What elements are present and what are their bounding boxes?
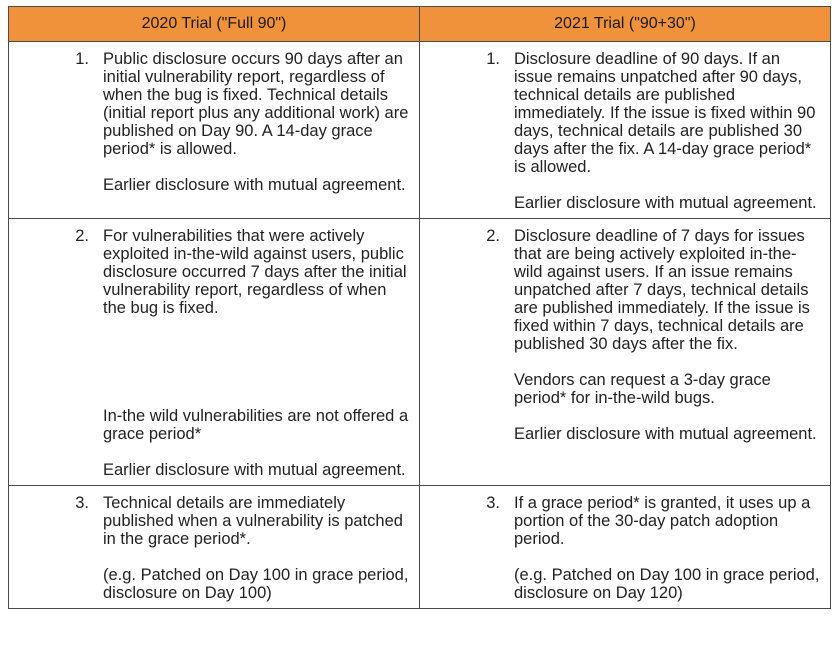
item-note: Earlier disclosure with mutual agreement. xyxy=(514,425,817,443)
list-item xyxy=(420,50,822,176)
item-text: Technical details are immediately published when a vulnerability is patched in the grace period*. xyxy=(103,494,403,548)
item-note: Vendors can request a 3-day grace period* for in-the-wild bugs. xyxy=(514,371,771,407)
item-number: 1. xyxy=(75,50,89,68)
item-note: In-the wild vulnerabilities are not offered a grace period* xyxy=(103,407,409,443)
item-number: 1. xyxy=(486,50,500,68)
list-item xyxy=(420,227,822,353)
cell-2021-row-3 xyxy=(420,486,831,609)
item-number: 2. xyxy=(75,227,89,245)
item-text: Public disclosure occurs 90 days after an initial vulnerability report, regardless of when the bug is fixed. Technical details (initial report plus any additional work) are published on Day 90. A 14-day grace period* is allowed. xyxy=(103,50,409,158)
item-text: For vulnerabilities that were actively exploited in-the-wild against users, public disclosure occurred 7 days after the initial vulnerability report, regardless of when the bug is fixed. xyxy=(103,227,407,317)
cell-2021-row-2 xyxy=(420,219,831,486)
comparison-table xyxy=(8,6,831,609)
table-row xyxy=(9,219,831,486)
item-text: Disclosure deadline of 7 days for issues that are being actively exploited in-the-wild against users. If an issue remains unpatched after 7 days, technical details are published immediately. If the issue is fixed within 7 days, technical details are published 30 days after the fix. xyxy=(514,227,810,353)
list-item xyxy=(9,227,411,317)
list-item xyxy=(9,494,411,548)
item-note: Earlier disclosure with mutual agreement. xyxy=(103,176,406,194)
header-2020-trial: 2020 Trial ("Full 90") xyxy=(9,7,420,42)
item-number: 3. xyxy=(75,494,89,512)
item-note: (e.g. Patched on Day 100 in grace period, disclosure on Day 100) xyxy=(103,566,409,602)
table-row xyxy=(9,486,831,609)
header-row xyxy=(9,7,831,42)
item-note: Earlier disclosure with mutual agreement. xyxy=(514,194,817,212)
item-number: 2. xyxy=(486,227,500,245)
cell-2020-row-2 xyxy=(9,219,420,486)
cell-2021-row-1 xyxy=(420,42,831,219)
header-2021-trial: 2021 Trial ("90+30") xyxy=(420,7,831,42)
list-item xyxy=(9,50,411,158)
item-note: (e.g. Patched on Day 100 in grace period, disclosure on Day 120) xyxy=(514,566,820,602)
item-text: Disclosure deadline of 90 days. If an issue remains unpatched after 90 days, technical details are published immediately. If the issue is fixed within 90 days, technical details are published 30 days after the fix. A 14-day grace period* is allowed. xyxy=(514,50,816,176)
cell-2020-row-1 xyxy=(9,42,420,219)
cell-2020-row-3 xyxy=(9,486,420,609)
list-item xyxy=(420,494,822,548)
item-number: 3. xyxy=(486,494,500,512)
table-row xyxy=(9,42,831,219)
item-text: If a grace period* is granted, it uses up a portion of the 30-day patch adoption period. xyxy=(514,494,811,548)
item-note: Earlier disclosure with mutual agreement. xyxy=(103,461,406,479)
